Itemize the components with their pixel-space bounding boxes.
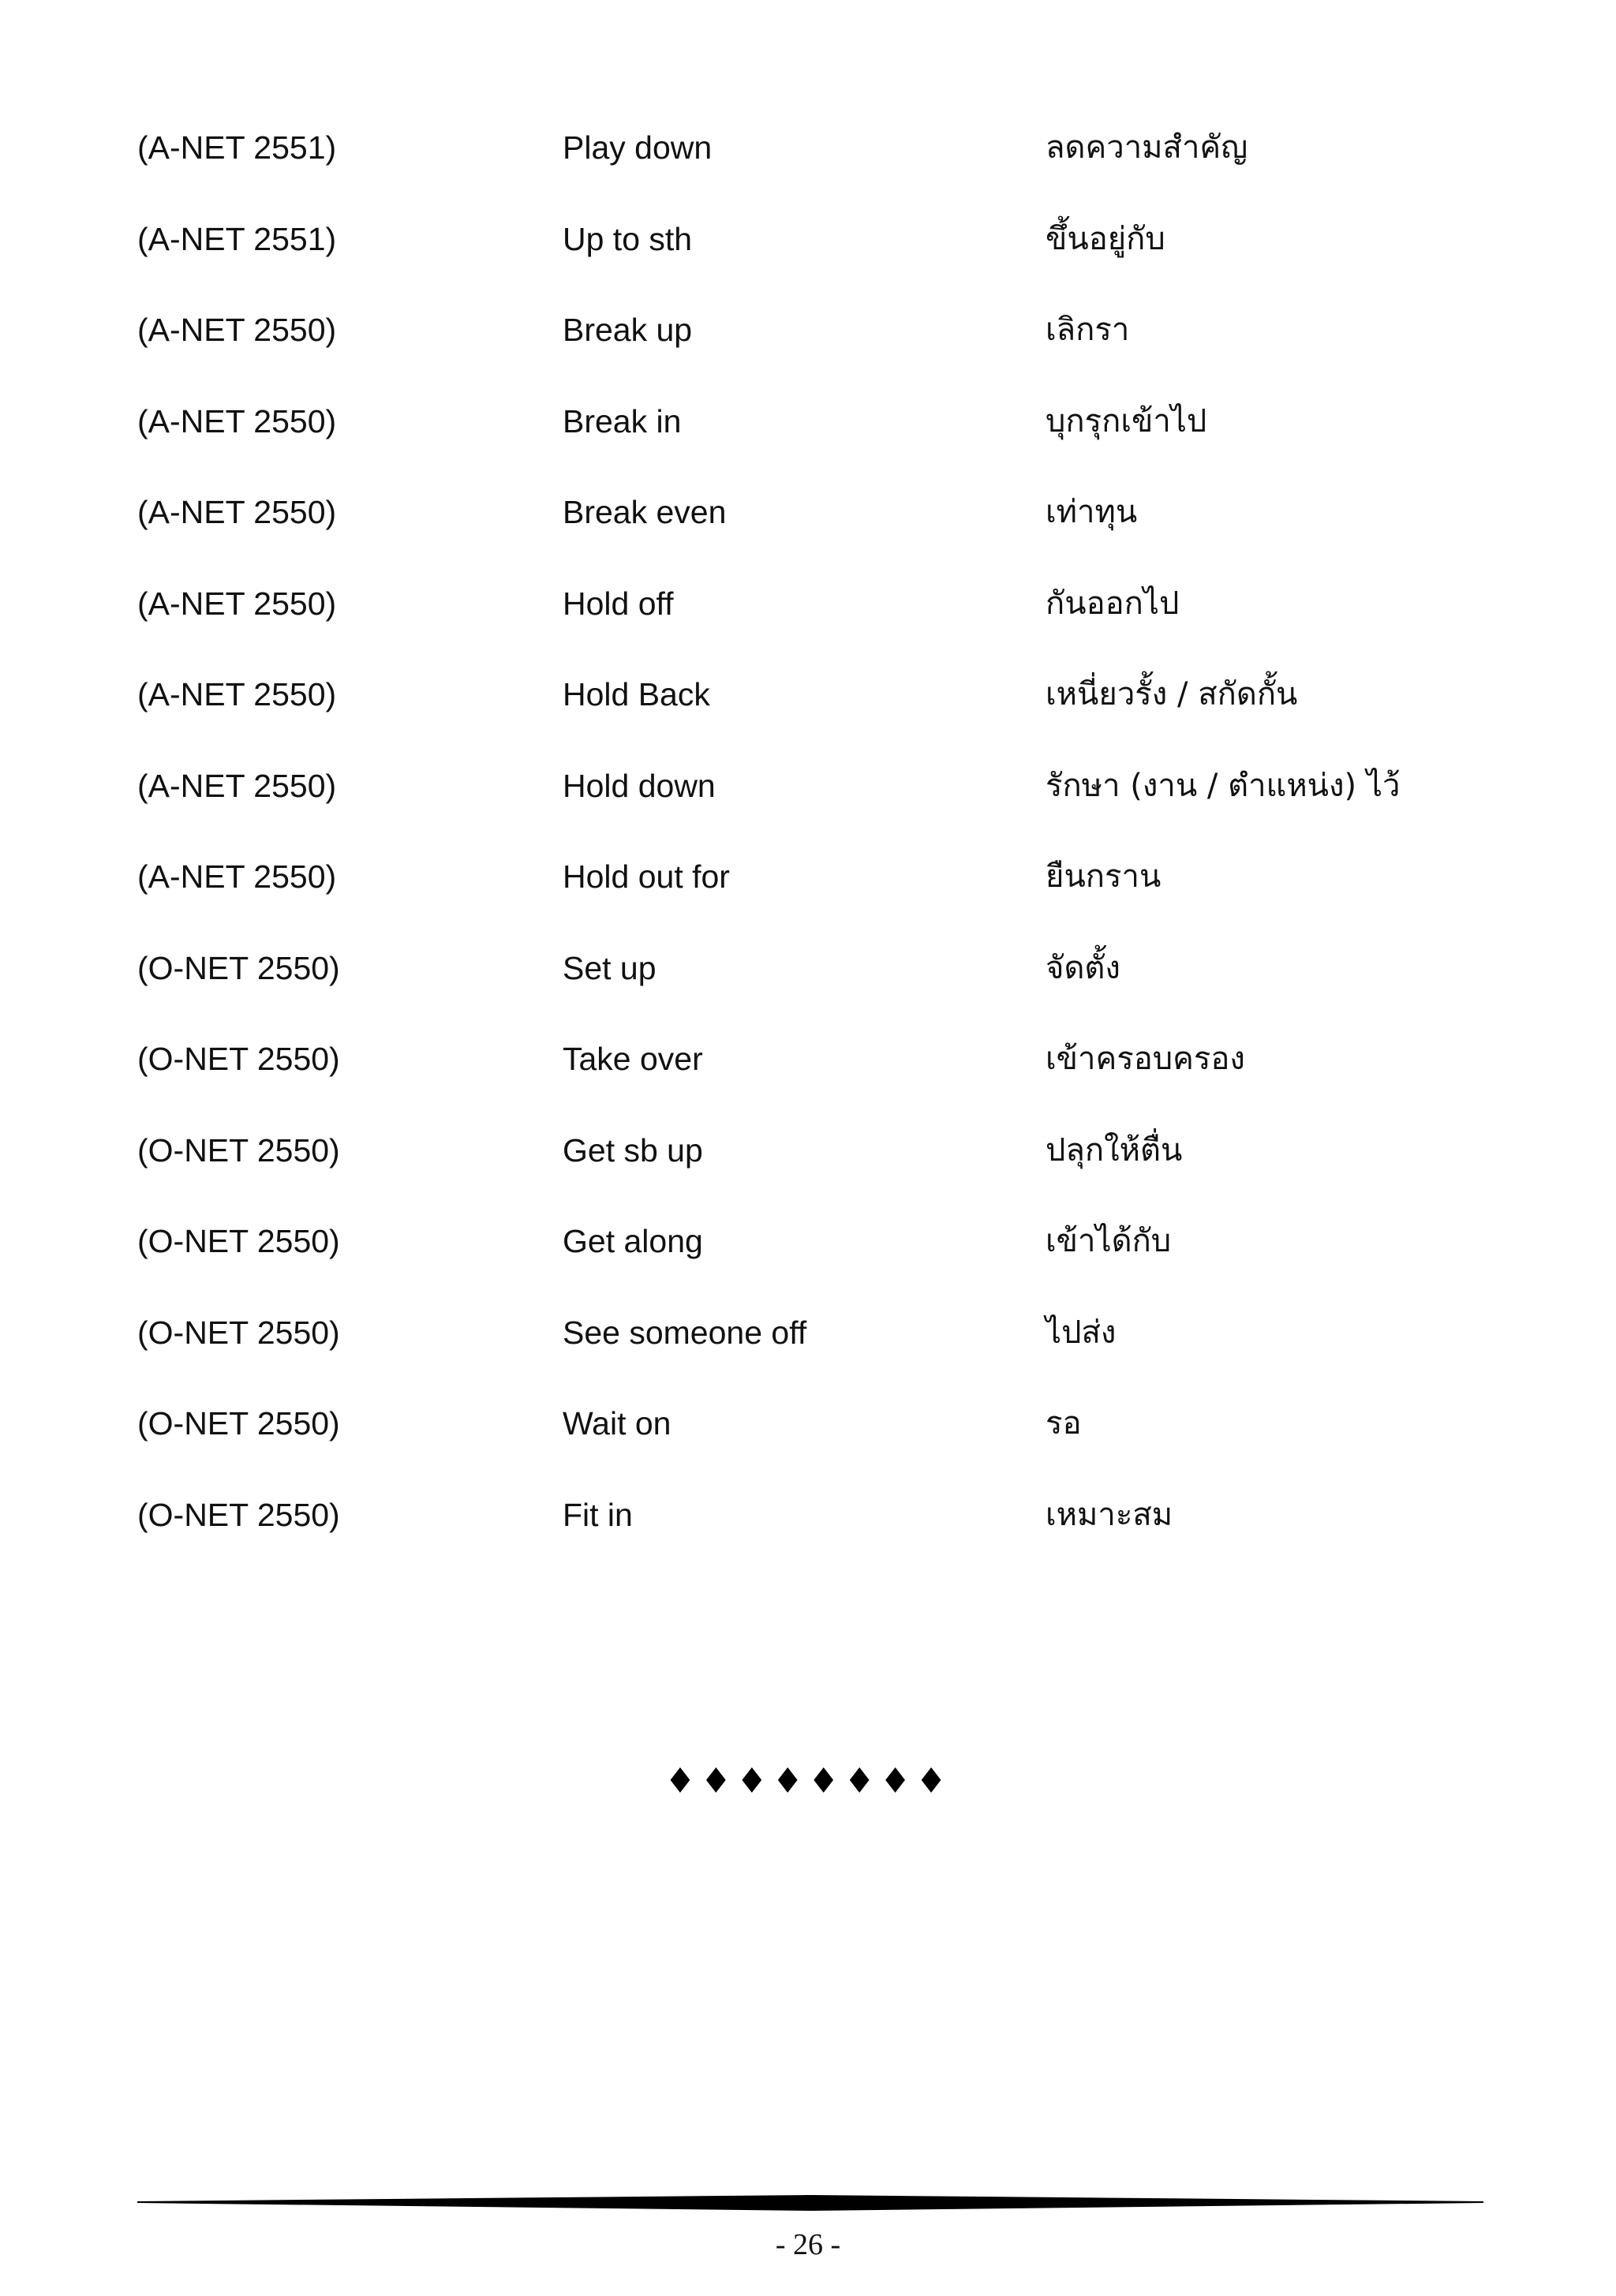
list-item <box>0 1031 1616 1123</box>
list-item <box>0 394 1616 485</box>
thai-meaning: เลิกรา <box>1046 312 1130 348</box>
thai-meaning: เหมาะสม <box>1046 1496 1173 1533</box>
phrase: Play down <box>563 129 713 166</box>
list-item <box>0 302 1616 394</box>
phrase: Break up <box>563 312 693 348</box>
exam-source: (A-NET 2550) <box>137 312 337 348</box>
exam-source: (O-NET 2550) <box>137 1041 340 1077</box>
phrase: Set up <box>563 949 656 986</box>
list-item <box>0 484 1616 576</box>
phrase: Hold down <box>563 767 716 804</box>
thai-meaning: เข้าได้กับ <box>1046 1223 1172 1259</box>
thai-meaning: ยืนกราน <box>1046 858 1162 895</box>
list-item <box>0 1487 1616 1579</box>
thai-meaning: รอ <box>1046 1405 1082 1442</box>
list-item <box>0 849 1616 940</box>
exam-source: (O-NET 2550) <box>137 1405 340 1442</box>
exam-source: (A-NET 2551) <box>137 129 337 166</box>
exam-source: (A-NET 2550) <box>137 676 337 712</box>
diamond-ornament-divider: ♦♦♦♦♦♦♦♦ <box>664 1761 952 1801</box>
exam-source: (A-NET 2550) <box>137 402 337 439</box>
phrase: Wait on <box>563 1405 671 1442</box>
phrase: Break even <box>563 494 727 530</box>
phrase: Get sb up <box>563 1131 703 1169</box>
exam-source: (A-NET 2550) <box>137 494 337 530</box>
phrase: Break in <box>563 402 682 439</box>
thai-meaning: เหนี่ยวรั้ง / สกัดกั้น <box>1046 676 1298 712</box>
thai-meaning: กันออกไป <box>1046 585 1180 622</box>
phrase: Hold off <box>563 585 674 622</box>
phrase: Hold out for <box>563 858 730 895</box>
thai-meaning: เข้าครอบครอง <box>1046 1041 1245 1077</box>
list-item <box>0 211 1616 303</box>
phrasal-verb-list <box>0 120 1616 1578</box>
list-item <box>0 758 1616 850</box>
thai-meaning: เท่าทุน <box>1046 494 1138 530</box>
thai-meaning: ขึ้นอยู่กับ <box>1046 220 1165 257</box>
list-item <box>0 1213 1616 1305</box>
phrase: See someone off <box>563 1314 807 1351</box>
exam-source: (A-NET 2550) <box>137 858 337 895</box>
list-item <box>0 1396 1616 1487</box>
thai-meaning: จัดตั้ง <box>1046 949 1120 986</box>
page-number: - 26 - <box>775 2228 841 2261</box>
exam-source: (O-NET 2550) <box>137 949 340 986</box>
exam-source: (A-NET 2551) <box>137 220 337 257</box>
phrase: Hold Back <box>563 676 710 712</box>
phrase: Fit in <box>563 1496 633 1533</box>
thai-meaning: ลดความสำคัญ <box>1046 129 1248 166</box>
list-item <box>0 120 1616 211</box>
thai-meaning: ไปส่ง <box>1046 1314 1117 1351</box>
thai-meaning: ปลุกให้ตื่น <box>1046 1131 1183 1169</box>
list-item <box>0 1305 1616 1397</box>
exam-source: (A-NET 2550) <box>137 767 337 804</box>
thai-meaning: บุกรุกเข้าไป <box>1046 402 1207 439</box>
list-item <box>0 576 1616 667</box>
list-item <box>0 667 1616 758</box>
exam-source: (O-NET 2550) <box>137 1496 340 1533</box>
list-item <box>0 940 1616 1032</box>
footer-rule <box>137 2193 1483 2212</box>
phrase: Get along <box>563 1223 703 1259</box>
exam-source: (O-NET 2550) <box>137 1314 340 1351</box>
phrase: Take over <box>563 1041 703 1077</box>
exam-source: (A-NET 2550) <box>137 585 337 622</box>
phrase: Up to sth <box>563 220 693 257</box>
exam-source: (O-NET 2550) <box>137 1131 340 1169</box>
exam-source: (O-NET 2550) <box>137 1223 340 1259</box>
thai-meaning: รักษา (งาน / ตำแหน่ง) ไว้ <box>1046 767 1401 804</box>
list-item <box>0 1123 1616 1214</box>
